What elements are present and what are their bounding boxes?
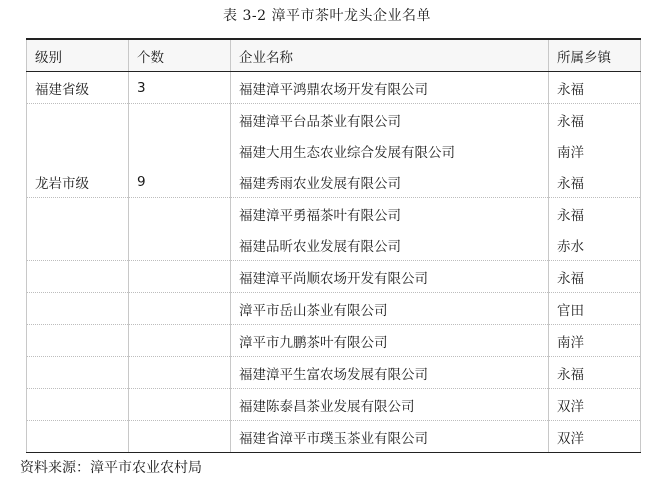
cell-town: 官田 xyxy=(549,293,641,325)
cell-town: 双洋 xyxy=(549,389,641,421)
cell-company-name: 福建陈泰昌茶业发展有限公司 xyxy=(231,389,549,421)
cell-level xyxy=(27,357,129,389)
cell-count xyxy=(129,135,231,166)
cell-town: 永福 xyxy=(549,104,641,136)
table-caption: 表 3-2 漳平市茶叶龙头企业名单 xyxy=(223,8,431,24)
table-row xyxy=(27,72,641,104)
table-row xyxy=(27,293,641,325)
cell-company-name: 福建大用生态农业综合发展有限公司 xyxy=(231,135,549,166)
cell-level xyxy=(27,135,129,166)
cell-count: 3 xyxy=(129,72,231,104)
table-row xyxy=(27,166,641,198)
cell-town: 永福 xyxy=(549,357,641,389)
source-note: 资料来源：漳平市农业农村局 xyxy=(20,460,202,476)
cell-count xyxy=(129,104,231,136)
table-row xyxy=(27,229,641,261)
cell-company-name: 福建漳平鸿鼎农场开发有限公司 xyxy=(231,72,549,104)
cell-town: 南洋 xyxy=(549,325,641,357)
cell-town: 永福 xyxy=(549,198,641,230)
cell-level: 龙岩市级 xyxy=(27,166,129,198)
cell-level xyxy=(27,229,129,261)
cell-count: 9 xyxy=(129,166,231,198)
header-count: 个数 xyxy=(129,39,231,72)
cell-level xyxy=(27,293,129,325)
enterprise-table xyxy=(26,38,641,453)
header-company-name: 企业名称 xyxy=(231,39,549,72)
cell-count xyxy=(129,357,231,389)
cell-company-name: 福建漳平台品茶业有限公司 xyxy=(231,104,549,136)
cell-company-name: 福建漳平勇福茶叶有限公司 xyxy=(231,198,549,230)
cell-level xyxy=(27,421,129,453)
cell-level: 福建省级 xyxy=(27,72,129,104)
cell-town: 南洋 xyxy=(549,135,641,166)
cell-town: 永福 xyxy=(549,261,641,293)
cell-count xyxy=(129,389,231,421)
cell-count xyxy=(129,198,231,230)
cell-company-name: 福建品昕农业发展有限公司 xyxy=(231,229,549,261)
table-header-row xyxy=(27,39,641,72)
cell-company-name: 福建漳平生富农场发展有限公司 xyxy=(231,357,549,389)
cell-town: 永福 xyxy=(549,166,641,198)
table-row xyxy=(27,104,641,136)
table-row xyxy=(27,421,641,453)
cell-count xyxy=(129,325,231,357)
cell-town: 永福 xyxy=(549,72,641,104)
cell-count xyxy=(129,421,231,453)
cell-level xyxy=(27,261,129,293)
cell-town: 赤水 xyxy=(549,229,641,261)
cell-company-name: 福建漳平尚顺农场开发有限公司 xyxy=(231,261,549,293)
header-town: 所属乡镇 xyxy=(549,39,641,72)
cell-company-name: 福建省漳平市璞玉茶业有限公司 xyxy=(231,421,549,453)
table-row xyxy=(27,261,641,293)
table-row xyxy=(27,135,641,166)
cell-count xyxy=(129,293,231,325)
table-row xyxy=(27,325,641,357)
table-row xyxy=(27,357,641,389)
cell-company-name: 漳平市九鹏茶叶有限公司 xyxy=(231,325,549,357)
cell-level xyxy=(27,104,129,136)
cell-level xyxy=(27,325,129,357)
table-row xyxy=(27,389,641,421)
cell-count xyxy=(129,229,231,261)
cell-company-name: 漳平市岳山茶业有限公司 xyxy=(231,293,549,325)
table-row xyxy=(27,198,641,230)
cell-company-name: 福建秀雨农业发展有限公司 xyxy=(231,166,549,198)
cell-level xyxy=(27,198,129,230)
cell-count xyxy=(129,261,231,293)
header-level: 级别 xyxy=(27,39,129,72)
cell-town: 双洋 xyxy=(549,421,641,453)
cell-level xyxy=(27,389,129,421)
